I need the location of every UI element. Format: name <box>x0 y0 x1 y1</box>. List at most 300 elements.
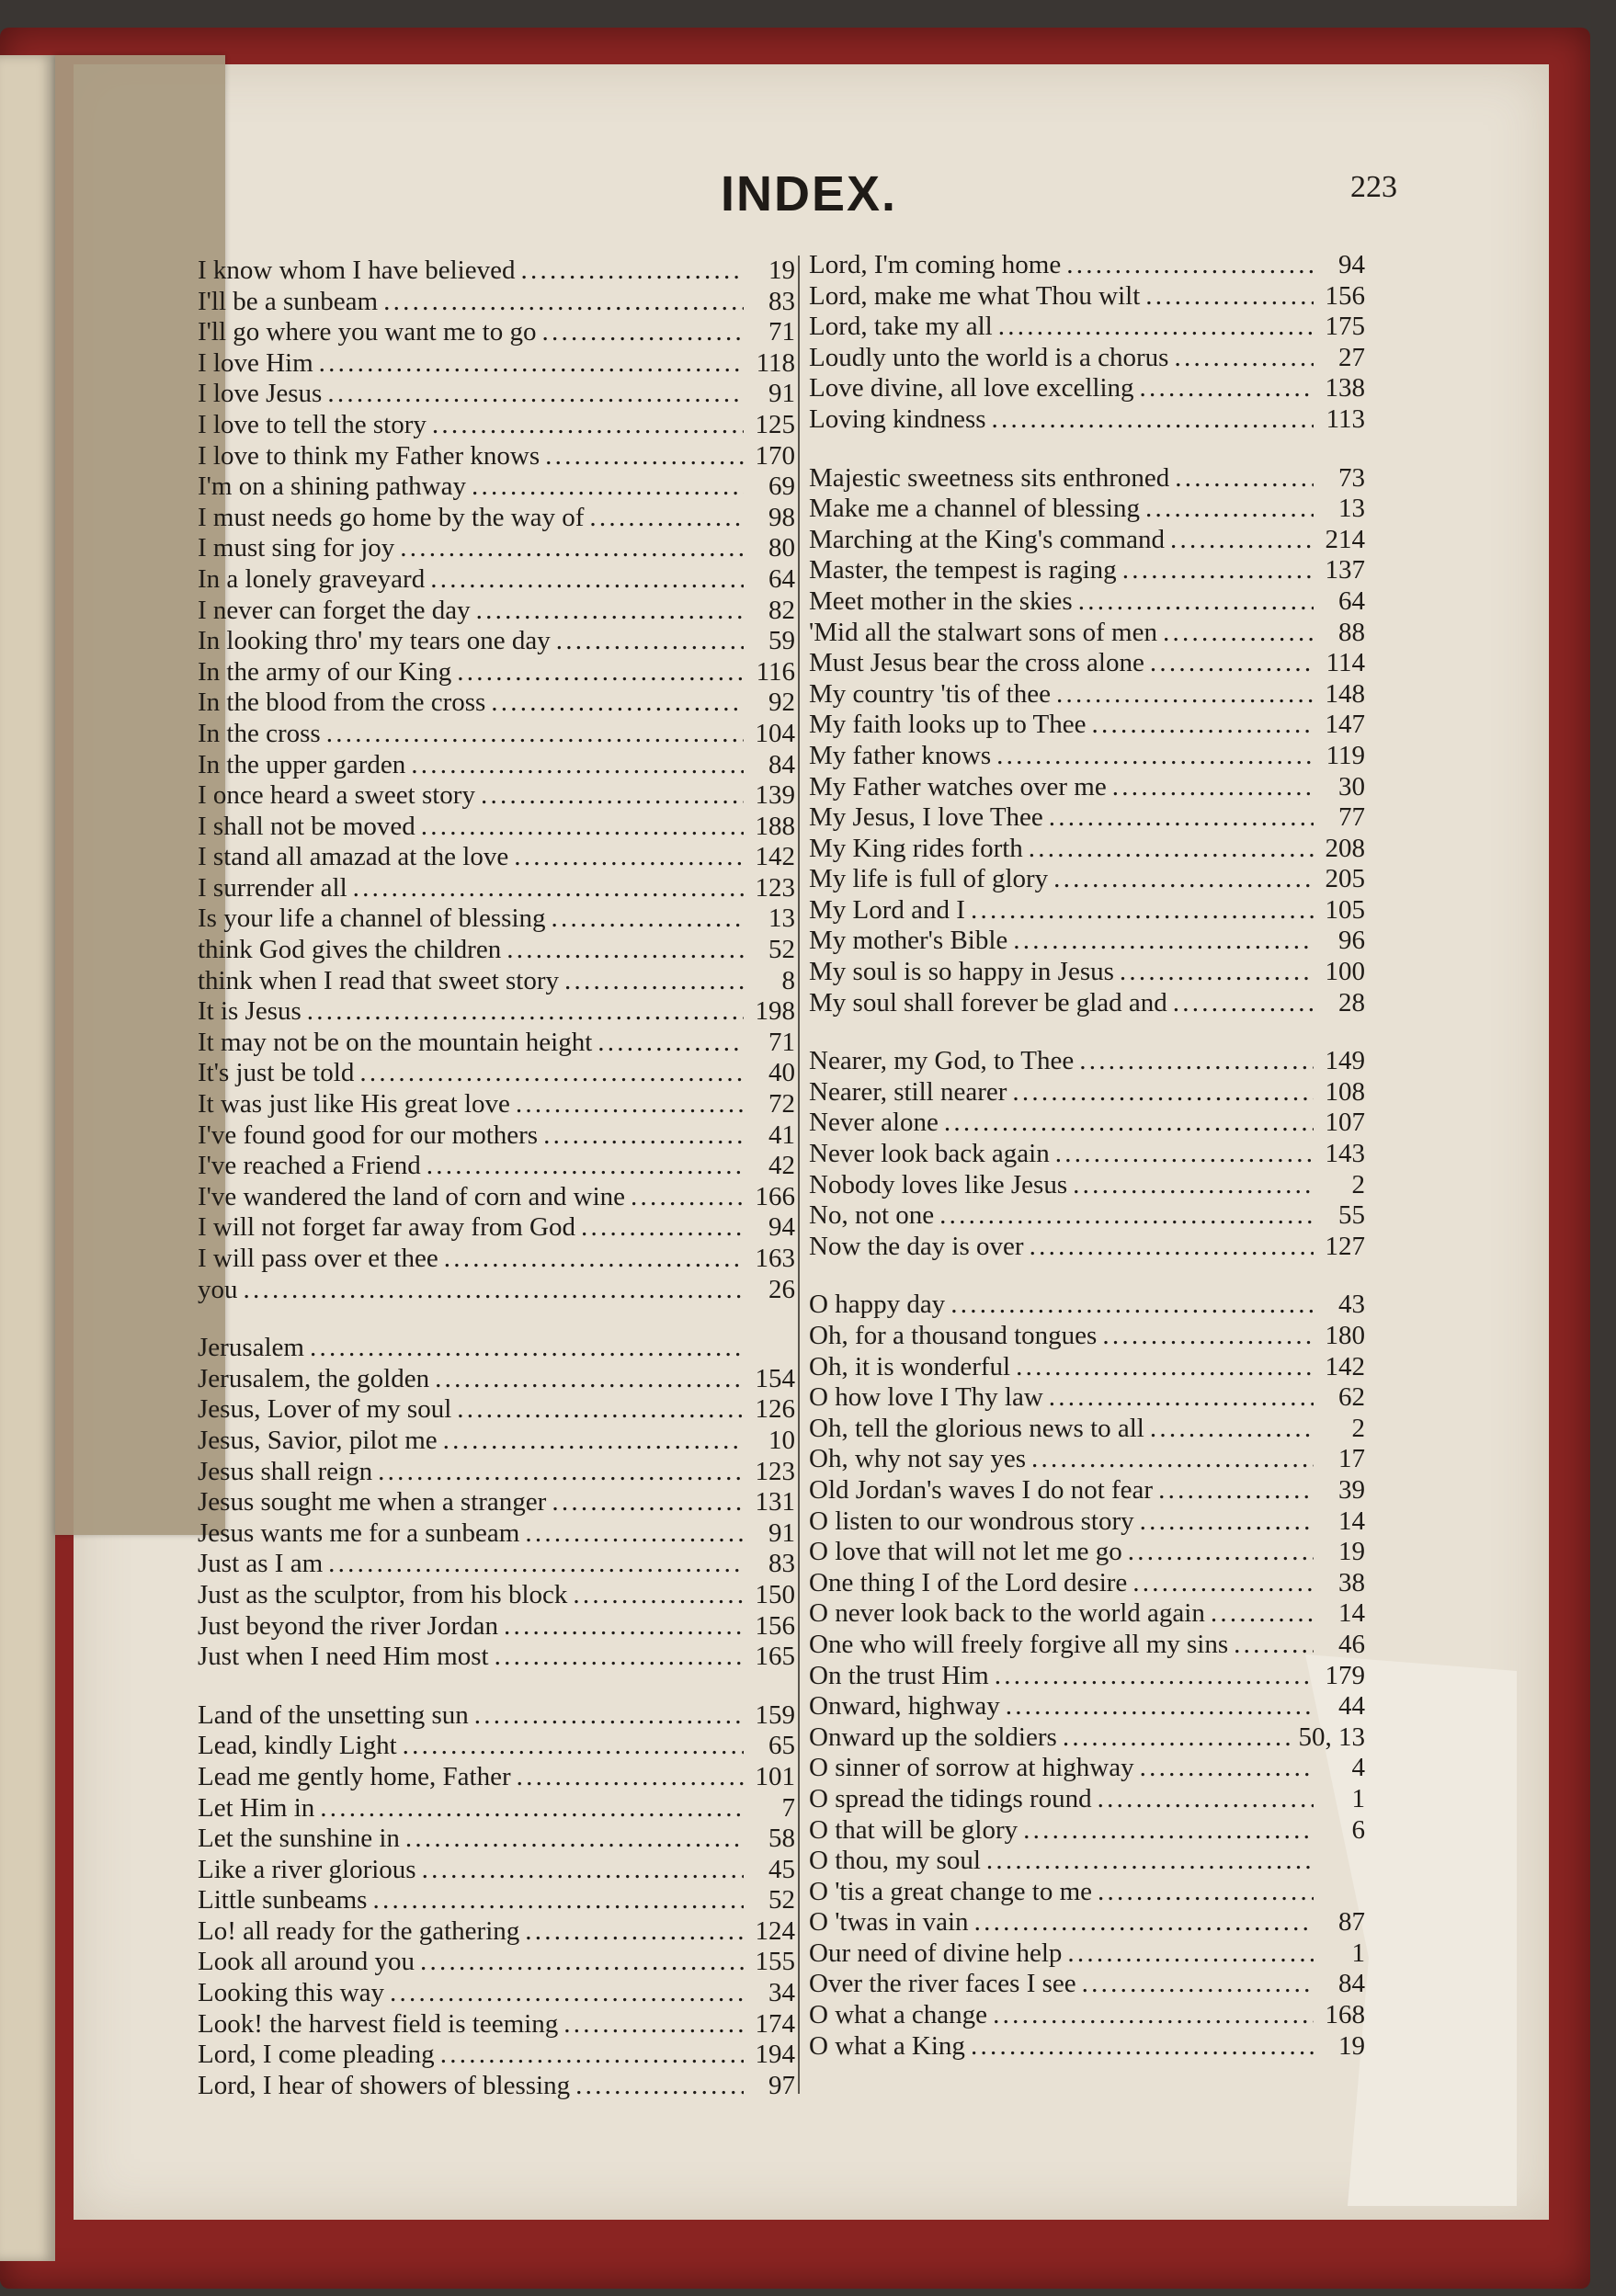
dot-leader <box>597 1028 744 1059</box>
entry-page-number: 156 <box>755 1610 795 1641</box>
entry-title: Jerusalem <box>198 1333 304 1363</box>
dot-leader <box>995 1661 1314 1692</box>
index-entry <box>809 864 1365 895</box>
entry-page-number: 124 <box>755 1915 795 1946</box>
index-entry <box>809 1568 1365 1599</box>
entry-title: Marching at the King's command <box>809 524 1165 554</box>
index-entry <box>809 834 1365 865</box>
dot-leader <box>405 1824 744 1855</box>
entry-page-number: 30 <box>1338 771 1365 801</box>
dot-leader <box>971 895 1314 926</box>
entry-page-number: 123 <box>755 1456 795 1486</box>
dot-leader <box>435 1364 744 1395</box>
entry-page-number: 119 <box>1326 740 1365 770</box>
dot-leader <box>1158 1475 1314 1506</box>
index-entry <box>809 1170 1365 1201</box>
index-entry <box>809 1321 1365 1352</box>
entry-page-number: 174 <box>755 2008 795 2039</box>
index-entry <box>809 1753 1365 1784</box>
index-entry <box>809 312 1365 343</box>
entry-page-number: 165 <box>755 1642 795 1672</box>
entry-title: O 'tis a great change to me <box>809 1876 1092 1906</box>
entry-title: Majestic sweetness sits enthroned <box>809 462 1170 493</box>
entry-page-number: 92 <box>768 688 795 718</box>
index-entry <box>198 379 795 410</box>
dot-leader <box>1234 1630 1314 1661</box>
entry-title: In the blood from the cross <box>198 688 486 718</box>
entry-page-number: 88 <box>1338 617 1365 647</box>
entry-page-number: 116 <box>756 656 795 687</box>
index-entry <box>809 618 1365 649</box>
entry-title: Let the sunshine in <box>198 1824 400 1854</box>
entry-title: Oh, for a thousand tongues <box>809 1321 1098 1350</box>
dot-leader <box>353 873 744 904</box>
index-entry <box>809 1877 1365 1908</box>
index-group-l <box>198 1700 795 2102</box>
index-entry <box>198 1120 795 1152</box>
index-entry <box>809 1108 1365 1139</box>
entry-title: Looking this way <box>198 1978 384 2008</box>
entry-title: Oh, why not say yes <box>809 1444 1027 1474</box>
dot-leader <box>359 1058 744 1089</box>
entry-title: Just beyond the river Jordan <box>198 1610 498 1641</box>
entry-title: I'll be a sunbeam <box>198 286 379 316</box>
entry-title: Lord, make me what Thou wilt <box>809 280 1141 311</box>
index-entry <box>809 2031 1365 2063</box>
index-entry <box>198 596 795 627</box>
entry-page-number: 65 <box>768 1731 795 1761</box>
index-entry <box>198 1580 795 1611</box>
entry-page-number: 154 <box>755 1363 795 1393</box>
entry-page-number: 96 <box>1338 926 1365 956</box>
index-entry <box>198 503 795 534</box>
entry-page-number: 91 <box>768 379 795 409</box>
index-entry <box>809 463 1365 494</box>
index-entry <box>198 317 795 348</box>
dot-leader <box>422 1855 744 1886</box>
index-entry <box>198 1333 795 1364</box>
dot-leader <box>427 1151 744 1182</box>
dot-leader <box>383 287 744 318</box>
index-entry <box>809 648 1365 679</box>
index-entry <box>809 250 1365 281</box>
dot-leader <box>1006 1691 1314 1722</box>
index-entry <box>809 1598 1365 1630</box>
entry-title: I've wandered the land of corn and wine <box>198 1181 626 1211</box>
entry-title: O 'twas in vain <box>809 1907 969 1938</box>
entry-title: Meet mother in the skies <box>809 585 1073 616</box>
entry-page-number: 84 <box>1338 1969 1365 1999</box>
entry-title: O love that will not let me go <box>809 1537 1122 1567</box>
index-entry <box>809 494 1365 525</box>
entry-page-number: 188 <box>755 811 795 841</box>
index-entry <box>809 1722 1365 1754</box>
dot-leader <box>1211 1598 1314 1630</box>
entry-page-number: 13 <box>1338 494 1365 524</box>
dot-leader <box>1173 988 1314 1019</box>
entry-page-number: 59 <box>768 626 795 656</box>
entry-page-number: 179 <box>1325 1660 1365 1690</box>
entry-title: I'll go where you want me to go <box>198 317 537 347</box>
entry-page-number: 14 <box>1338 1598 1365 1629</box>
entry-page-number: 142 <box>1325 1351 1365 1381</box>
entry-page-number: 205 <box>1325 864 1365 894</box>
dot-leader <box>1053 864 1314 895</box>
index-entry <box>198 996 795 1028</box>
entry-title: Over the river faces I see <box>809 1969 1076 1999</box>
index-group-o <box>809 1290 1365 2062</box>
index-entry <box>198 904 795 935</box>
index-entry <box>198 1028 795 1059</box>
entry-title: Like a river glorious <box>198 1854 416 1884</box>
entry-page-number: 14 <box>1338 1506 1365 1536</box>
entry-page-number: 101 <box>755 1761 795 1791</box>
index-entry <box>198 1731 795 1762</box>
entry-title: I will not forget far away from God <box>198 1212 575 1243</box>
entry-page-number: 108 <box>1325 1076 1365 1107</box>
entry-title: think God gives the children <box>198 935 502 965</box>
entry-page-number: 113 <box>1326 404 1365 434</box>
dot-leader <box>1023 1815 1314 1847</box>
index-entry <box>809 1506 1365 1538</box>
entry-page-number: 143 <box>1325 1139 1365 1169</box>
entry-page-number: 105 <box>1325 894 1365 925</box>
dot-leader <box>517 1762 744 1793</box>
left-index-column <box>198 256 795 2101</box>
entry-page-number: 50, 13 <box>1298 1722 1365 1752</box>
dot-leader <box>1063 1722 1293 1754</box>
entry-page-number: 208 <box>1325 833 1365 863</box>
index-entry <box>809 772 1365 803</box>
entry-title: Little sunbeams <box>198 1885 368 1915</box>
entry-title: Make me a channel of blessing <box>809 494 1140 524</box>
entry-title: Nobody loves like Jesus <box>809 1169 1068 1199</box>
index-entry <box>198 564 795 596</box>
index-entry <box>198 410 795 441</box>
entry-title: Jesus shall reign <box>198 1456 373 1486</box>
entry-page-number: 1 <box>1351 1938 1365 1968</box>
entry-page-number: 125 <box>755 409 795 439</box>
dot-leader <box>506 935 744 966</box>
entry-title: It was just like His great love <box>198 1089 510 1120</box>
entry-title: 'Mid all the stalwart sons of men <box>809 617 1157 647</box>
entry-title: O spread the tidings round <box>809 1783 1092 1813</box>
index-entry <box>198 1244 795 1275</box>
index-entry <box>198 2040 795 2071</box>
dot-leader <box>552 1487 744 1518</box>
dot-leader <box>520 256 744 287</box>
entry-page-number: 150 <box>755 1579 795 1609</box>
entry-title: Lord, I'm coming home <box>809 250 1062 279</box>
index-entry <box>198 935 795 966</box>
dot-leader <box>1056 679 1314 710</box>
index-group-i <box>198 256 795 1305</box>
column-divider <box>798 256 800 2094</box>
entry-title: Land of the unsetting sun <box>198 1699 469 1730</box>
entry-page-number: 64 <box>768 563 795 594</box>
entry-page-number: 69 <box>768 472 795 502</box>
entry-title: No, not one <box>809 1200 935 1231</box>
entry-page-number: 100 <box>1325 957 1365 987</box>
dot-leader <box>1140 1506 1314 1538</box>
index-entry <box>198 1549 795 1580</box>
entry-title: Now the day is over <box>809 1231 1024 1261</box>
entry-page-number: 45 <box>768 1854 795 1884</box>
dot-leader <box>992 404 1314 436</box>
entry-page-number: 19 <box>1338 2030 1365 2061</box>
index-entry <box>198 2071 795 2102</box>
entry-title: Nearer, still nearer <box>809 1076 1007 1107</box>
entry-page-number: 77 <box>1338 802 1365 833</box>
index-entry <box>198 256 795 287</box>
index-entry <box>198 1700 795 1732</box>
dot-leader <box>1066 250 1314 281</box>
dot-leader <box>564 966 744 997</box>
entry-title: I'm on a shining pathway <box>198 472 466 502</box>
dot-leader <box>443 1426 744 1457</box>
dot-leader <box>457 657 744 688</box>
dot-leader <box>971 2031 1314 2063</box>
dot-leader <box>390 1978 744 2009</box>
entry-page-number: 8 <box>781 965 795 995</box>
entry-title: In a lonely graveyard <box>198 563 426 594</box>
entry-page-number: 170 <box>755 440 795 471</box>
dot-leader <box>1120 957 1314 988</box>
entry-page-number: 166 <box>755 1181 795 1211</box>
entry-title: Lord, I come pleading <box>198 2040 435 2070</box>
dot-leader <box>1055 1139 1314 1170</box>
dot-leader <box>545 441 744 472</box>
entry-page-number: 71 <box>768 317 795 347</box>
entry-page-number: 52 <box>768 1885 795 1915</box>
dot-leader <box>378 1457 744 1488</box>
entry-page-number: 83 <box>768 1549 795 1579</box>
entry-title: O that will be glory <box>809 1814 1019 1845</box>
entry-page-number: 149 <box>1325 1046 1365 1076</box>
index-entry <box>198 1089 795 1120</box>
entry-title: It is Jesus <box>198 996 302 1027</box>
entry-title: I love Jesus <box>198 379 323 409</box>
entry-page-number: 13 <box>768 904 795 934</box>
index-entry <box>198 1151 795 1182</box>
entry-page-number: 175 <box>1325 312 1365 342</box>
dot-leader <box>1029 834 1314 865</box>
index-entry <box>198 1457 795 1488</box>
entry-title: Lo! all ready for the gathering <box>198 1915 520 1946</box>
index-entry <box>198 1058 795 1089</box>
entry-page-number: 2 <box>1351 1169 1365 1199</box>
index-entry <box>198 1793 795 1824</box>
entry-page-number: 28 <box>1338 987 1365 1017</box>
entry-page-number: 26 <box>768 1274 795 1304</box>
index-entry <box>809 1846 1365 1877</box>
index-entry <box>198 1824 795 1855</box>
index-entry <box>809 1630 1365 1661</box>
index-entry <box>809 1290 1365 1321</box>
entry-title: Never alone <box>809 1108 939 1138</box>
entry-page-number: 64 <box>1338 585 1365 616</box>
entry-page-number: 98 <box>768 502 795 532</box>
index-entry <box>198 626 795 657</box>
dot-leader <box>1073 1170 1314 1201</box>
entry-title: I shall not be moved <box>198 811 415 841</box>
entry-page-number: 163 <box>755 1244 795 1273</box>
entry-page-number: 52 <box>768 935 795 965</box>
entry-page-number: 107 <box>1325 1108 1365 1138</box>
dot-leader <box>481 780 744 812</box>
entry-title: I will pass over et thee <box>198 1244 438 1273</box>
index-entry <box>809 1139 1365 1170</box>
dot-leader <box>1163 618 1314 649</box>
right-index-column <box>809 250 1365 2062</box>
entry-title: Our need of divine help <box>809 1938 1063 1968</box>
index-entry <box>809 1815 1365 1847</box>
entry-page-number: 2 <box>1351 1413 1365 1443</box>
entry-page-number: 94 <box>768 1212 795 1243</box>
index-entry <box>198 719 795 750</box>
entry-title: My soul shall forever be glad and <box>809 987 1167 1017</box>
index-entry <box>198 1611 795 1642</box>
entry-title: Lord, I hear of showers of blessing <box>198 2070 571 2100</box>
index-entry <box>198 1212 795 1244</box>
dot-leader <box>944 1108 1314 1139</box>
dot-leader <box>556 626 744 657</box>
index-entry <box>809 1784 1365 1815</box>
index-group-lord <box>809 250 1365 436</box>
index-entry <box>809 1444 1365 1475</box>
entry-title: Love divine, all love excelling <box>809 373 1134 404</box>
index-entry <box>809 741 1365 772</box>
dot-leader <box>444 1244 744 1275</box>
dot-leader <box>491 688 744 719</box>
index-entry <box>198 1855 795 1886</box>
entry-page-number: 138 <box>1325 373 1365 404</box>
entry-title: In the upper garden <box>198 749 406 779</box>
entry-page-number: 41 <box>768 1120 795 1150</box>
dot-leader <box>1049 1382 1314 1414</box>
dot-leader <box>307 996 744 1028</box>
entry-title: Oh, it is wonderful <box>809 1351 1011 1381</box>
entry-title: My country 'tis of thee <box>809 678 1051 709</box>
entry-title: Jesus wants me for a sunbeam <box>198 1517 520 1548</box>
dot-leader <box>430 564 744 596</box>
index-entry <box>198 1394 795 1426</box>
dot-leader <box>1140 1753 1314 1784</box>
dot-leader <box>1150 1414 1314 1445</box>
entry-page-number: 97 <box>768 2070 795 2100</box>
dot-leader <box>1016 1352 1314 1383</box>
entry-page-number: 80 <box>768 533 795 563</box>
entry-title: Lead me gently home, Father <box>198 1761 511 1791</box>
index-entry <box>809 679 1365 710</box>
index-entry <box>809 1414 1365 1445</box>
dot-leader <box>998 312 1314 343</box>
entry-page-number: 38 <box>1338 1567 1365 1597</box>
entry-title: Old Jordan's waves I do not fear <box>809 1474 1154 1505</box>
dot-leader <box>525 1916 744 1948</box>
entry-title: My mother's Bible <box>809 926 1008 956</box>
entry-title: Just when I need Him most <box>198 1642 489 1672</box>
entry-title: I love Him <box>198 347 313 378</box>
dot-leader <box>1170 525 1314 556</box>
entry-page-number: 19 <box>768 256 795 285</box>
index-entry <box>809 373 1365 404</box>
entry-page-number: 131 <box>755 1487 795 1517</box>
index-entry <box>809 1046 1365 1077</box>
entry-page-number: 168 <box>1325 2000 1365 2030</box>
dot-leader <box>1098 1877 1314 1908</box>
entry-title: I've reached a Friend <box>198 1151 421 1181</box>
entry-title: think when I read that sweet story <box>198 965 560 995</box>
entry-page-number: 62 <box>1338 1382 1365 1413</box>
dot-leader <box>1132 1568 1314 1599</box>
index-group-n <box>809 1046 1365 1262</box>
index-entry <box>809 1661 1365 1692</box>
entry-page-number: 71 <box>768 1027 795 1057</box>
dot-leader <box>320 1793 744 1824</box>
index-entry <box>809 525 1365 556</box>
entry-title: My life is full of glory <box>809 864 1049 894</box>
entry-page-number: 155 <box>755 1947 795 1977</box>
left-page-edge <box>0 55 55 2261</box>
entry-title: My father knows <box>809 740 992 770</box>
entry-title: Oh, tell the glorious news to all <box>809 1413 1144 1443</box>
entry-page-number: 123 <box>755 872 795 903</box>
entry-page-number: 82 <box>768 595 795 625</box>
dot-leader <box>1012 1077 1314 1108</box>
entry-title: Onward up the soldiers <box>809 1722 1057 1752</box>
dot-leader <box>589 503 744 534</box>
dot-leader <box>573 1580 744 1611</box>
entry-title: My Jesus, I love Thee <box>809 802 1043 833</box>
index-entry <box>198 657 795 688</box>
entry-title: I know whom I have believed <box>198 256 516 285</box>
entry-title: Let Him in <box>198 1792 315 1823</box>
entry-title: One thing I of the Lord desire <box>809 1567 1128 1597</box>
dot-leader <box>310 1333 744 1364</box>
dot-leader <box>400 533 744 564</box>
entry-page-number: 46 <box>1338 1629 1365 1659</box>
dot-leader <box>319 348 744 380</box>
dot-leader <box>541 317 744 348</box>
entry-title: I've found good for our mothers <box>198 1120 539 1150</box>
dot-leader <box>328 1549 744 1580</box>
index-entry <box>809 957 1365 988</box>
entry-title: My faith looks up to Thee <box>809 710 1087 740</box>
dot-leader <box>525 1518 744 1550</box>
index-entry <box>198 1762 795 1793</box>
dot-leader <box>974 1907 1314 1938</box>
index-entry <box>198 1182 795 1213</box>
dot-leader <box>1145 281 1314 313</box>
dot-leader <box>1092 710 1314 741</box>
entry-title: I love to tell the story <box>198 409 427 439</box>
entry-page-number: 34 <box>768 1978 795 2008</box>
index-entry <box>198 750 795 781</box>
entry-title: Just as I am <box>198 1549 324 1579</box>
entry-page-number: 194 <box>755 2040 795 2070</box>
entry-title: Never look back again <box>809 1139 1050 1169</box>
index-entry <box>809 1907 1365 1938</box>
entry-page-number: 1 <box>1351 1783 1365 1813</box>
index-entry <box>809 1969 1365 2000</box>
dot-leader <box>474 1700 744 1732</box>
index-entry <box>198 1364 795 1395</box>
dot-leader <box>326 719 744 750</box>
entry-title: I must sing for joy <box>198 533 395 563</box>
entry-title: In the cross <box>198 718 321 748</box>
page-number: 223 <box>1350 170 1397 204</box>
